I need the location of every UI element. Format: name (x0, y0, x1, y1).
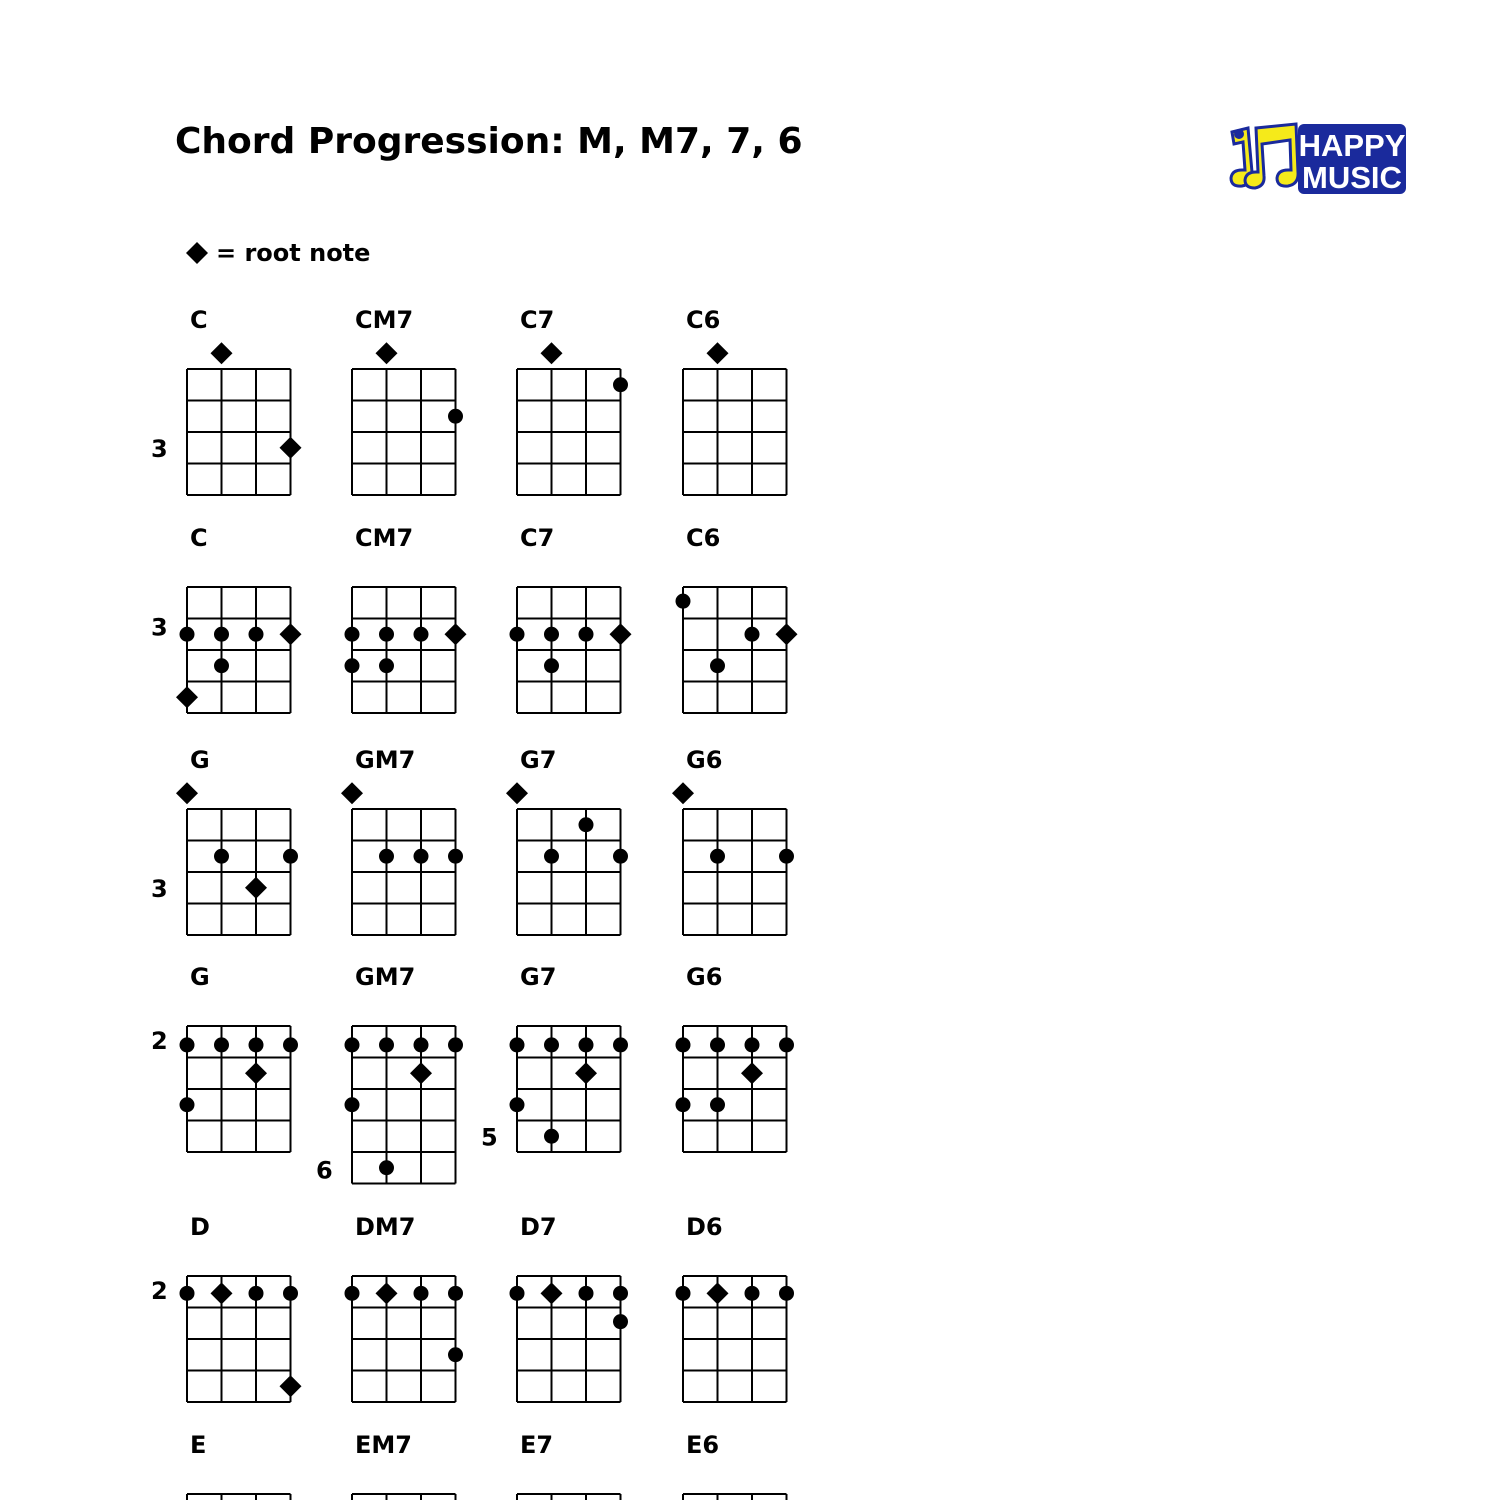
root-note-marker (575, 1062, 597, 1084)
chord-name: DM7 (355, 1213, 416, 1241)
finger-dot (448, 409, 463, 424)
finger-dot (613, 1314, 628, 1329)
chord-diagram-e7 (517, 1431, 621, 1500)
fretboard-grid (352, 369, 456, 495)
finger-dot (379, 658, 394, 673)
finger-dot (510, 1037, 525, 1052)
chord-diagram-dm7 (345, 1213, 464, 1402)
fretboard-grid (352, 1494, 456, 1500)
finger-dot (180, 1286, 195, 1301)
chord-diagram-e (187, 1431, 291, 1500)
fretboard-grid (683, 587, 787, 713)
page-title: Chord Progression: M, M7, 7, 6 (175, 121, 803, 162)
chord-name: C7 (520, 306, 555, 334)
chord-name: CM7 (355, 524, 414, 552)
finger-dot (414, 1286, 429, 1301)
chord-name: G7 (520, 746, 557, 774)
chord-name: E6 (686, 1431, 720, 1459)
chord-diagram-d6 (676, 1213, 795, 1402)
finger-dot (379, 1037, 394, 1052)
chord-diagram-c6 (676, 524, 798, 713)
finger-dot (779, 1037, 794, 1052)
finger-dot (180, 627, 195, 642)
finger-dot (180, 1097, 195, 1112)
finger-dot (779, 849, 794, 864)
chord-name: G (190, 963, 210, 991)
chord-name: C7 (520, 524, 555, 552)
finger-dot (676, 1286, 691, 1301)
fretboard-grid (517, 809, 621, 935)
finger-dot (510, 1097, 525, 1112)
root-note-marker (211, 342, 233, 364)
finger-dot (448, 849, 463, 864)
chord-diagram-c (151, 524, 302, 713)
fretboard-grid (517, 1494, 621, 1500)
root-note-marker (176, 686, 198, 708)
chord-diagram-g7 (481, 963, 628, 1152)
chord-diagram-g (151, 963, 298, 1152)
finger-dot (579, 627, 594, 642)
chord-name: C (190, 524, 208, 552)
fretboard-grid (683, 369, 787, 495)
finger-dot (345, 627, 360, 642)
fretboard-grid (187, 1026, 291, 1152)
finger-dot (249, 1286, 264, 1301)
root-note-marker (672, 782, 694, 804)
chord-name: G6 (686, 746, 723, 774)
chord-diagram-gm7 (316, 963, 463, 1184)
finger-dot (579, 817, 594, 832)
root-note-marker (376, 1282, 398, 1304)
chord-name: D7 (520, 1213, 557, 1241)
finger-dot (214, 627, 229, 642)
finger-dot (345, 1097, 360, 1112)
fret-number-label: 6 (316, 1156, 333, 1185)
finger-dot (613, 1037, 628, 1052)
fret-number-label: 3 (151, 613, 168, 642)
finger-dot (214, 1037, 229, 1052)
finger-dot (379, 849, 394, 864)
root-note-marker (176, 782, 198, 804)
finger-dot (779, 1286, 794, 1301)
finger-dot (345, 1037, 360, 1052)
finger-dot (676, 1097, 691, 1112)
finger-dot (379, 627, 394, 642)
finger-dot (544, 627, 559, 642)
chord-diagram-cm7 (352, 306, 463, 495)
root-note-marker (211, 1282, 233, 1304)
finger-dot (414, 849, 429, 864)
finger-dot (579, 1037, 594, 1052)
chord-diagram-em7 (352, 1431, 456, 1500)
root-note-marker (707, 342, 729, 364)
chord-diagram-c (151, 306, 302, 495)
root-note-marker (776, 623, 798, 645)
finger-dot (414, 627, 429, 642)
chord-diagram-c7 (517, 306, 628, 495)
finger-dot (613, 849, 628, 864)
logo-line2: MUSIC (1302, 160, 1402, 195)
finger-dot (676, 1037, 691, 1052)
root-note-marker (376, 342, 398, 364)
finger-dot (710, 849, 725, 864)
chord-diagram-e6 (683, 1431, 787, 1500)
finger-dot (710, 658, 725, 673)
fret-number-label: 3 (151, 434, 168, 463)
finger-dot (544, 849, 559, 864)
chord-name: C6 (686, 306, 721, 334)
finger-dot (579, 1286, 594, 1301)
root-note-marker (610, 623, 632, 645)
fret-number-label: 2 (151, 1277, 168, 1306)
legend-text: = root note (216, 239, 371, 267)
finger-dot (414, 1037, 429, 1052)
finger-dot (710, 1037, 725, 1052)
fretboard-grid (352, 1026, 456, 1184)
fretboard-grid (187, 587, 291, 713)
finger-dot (544, 658, 559, 673)
finger-dot (214, 658, 229, 673)
root-note-marker (280, 437, 302, 459)
fret-number-label: 2 (151, 1027, 168, 1056)
fretboard-grid (683, 1026, 787, 1152)
fretboard-grid (352, 1276, 456, 1402)
finger-dot (214, 849, 229, 864)
chord-name: C6 (686, 524, 721, 552)
fretboard-grid (517, 1026, 621, 1152)
fretboard-grid (517, 587, 621, 713)
finger-dot (710, 1097, 725, 1112)
fretboard-grid (683, 809, 787, 935)
root-note-marker (541, 342, 563, 364)
chord-diagram-d (151, 1213, 302, 1402)
root-note-marker (245, 877, 267, 899)
finger-dot (283, 1286, 298, 1301)
finger-dot (180, 1037, 195, 1052)
fretboard-grid (187, 369, 291, 495)
chord-name: C (190, 306, 208, 334)
finger-dot (283, 1037, 298, 1052)
chord-diagram-g (151, 746, 298, 935)
root-note-marker (280, 1375, 302, 1397)
finger-dot (745, 627, 760, 642)
fret-number-label: 5 (481, 1123, 498, 1152)
fretboard-grid (683, 1494, 787, 1500)
root-note-marker (341, 782, 363, 804)
chord-name: G7 (520, 963, 557, 991)
finger-dot (510, 627, 525, 642)
finger-dot (613, 377, 628, 392)
chord-name: E (190, 1431, 207, 1459)
chord-name: EM7 (355, 1431, 412, 1459)
finger-dot (613, 1286, 628, 1301)
chord-name: D (190, 1213, 210, 1241)
fretboard-grid (352, 587, 456, 713)
finger-dot (345, 1286, 360, 1301)
finger-dot (345, 658, 360, 673)
fretboard-grid (187, 809, 291, 935)
finger-dot (249, 1037, 264, 1052)
root-note-marker (445, 623, 467, 645)
fretboard-grid (517, 369, 621, 495)
chord-name: D6 (686, 1213, 723, 1241)
finger-dot (510, 1286, 525, 1301)
fret-number-label: 3 (151, 874, 168, 903)
root-note-marker (541, 1282, 563, 1304)
chord-name: E7 (520, 1431, 554, 1459)
chord-name: G6 (686, 963, 723, 991)
finger-dot (544, 1037, 559, 1052)
chord-diagram-g7 (506, 746, 628, 935)
finger-dot (249, 627, 264, 642)
finger-dot (283, 849, 298, 864)
chord-diagram-g6 (672, 746, 794, 935)
root-note-marker (410, 1062, 432, 1084)
chord-diagram-c6 (683, 306, 787, 495)
fretboard-grid (187, 1494, 291, 1500)
chord-name: G (190, 746, 210, 774)
fretboard-grid (187, 1276, 291, 1402)
chord-name: GM7 (355, 746, 416, 774)
chord-diagram-c7 (510, 524, 632, 713)
fretboard-grid (352, 809, 456, 935)
chord-diagram-cm7 (345, 524, 467, 713)
finger-dot (448, 1286, 463, 1301)
logo-line1: HAPPY (1298, 128, 1406, 163)
fretboard-grid (683, 1276, 787, 1402)
finger-dot (745, 1286, 760, 1301)
finger-dot (676, 594, 691, 609)
finger-dot (448, 1037, 463, 1052)
root-note-marker (707, 1282, 729, 1304)
chord-diagram-gm7 (341, 746, 463, 935)
root-note-marker (280, 623, 302, 645)
chord-diagram-g6 (676, 963, 795, 1152)
finger-dot (448, 1347, 463, 1362)
chord-name: CM7 (355, 306, 414, 334)
root-note-marker (506, 782, 528, 804)
chord-name: GM7 (355, 963, 416, 991)
finger-dot (379, 1160, 394, 1175)
finger-dot (745, 1037, 760, 1052)
root-note-marker (245, 1062, 267, 1084)
chord-diagram-d7 (510, 1213, 629, 1402)
root-note-marker (741, 1062, 763, 1084)
finger-dot (544, 1129, 559, 1144)
fretboard-grid (517, 1276, 621, 1402)
